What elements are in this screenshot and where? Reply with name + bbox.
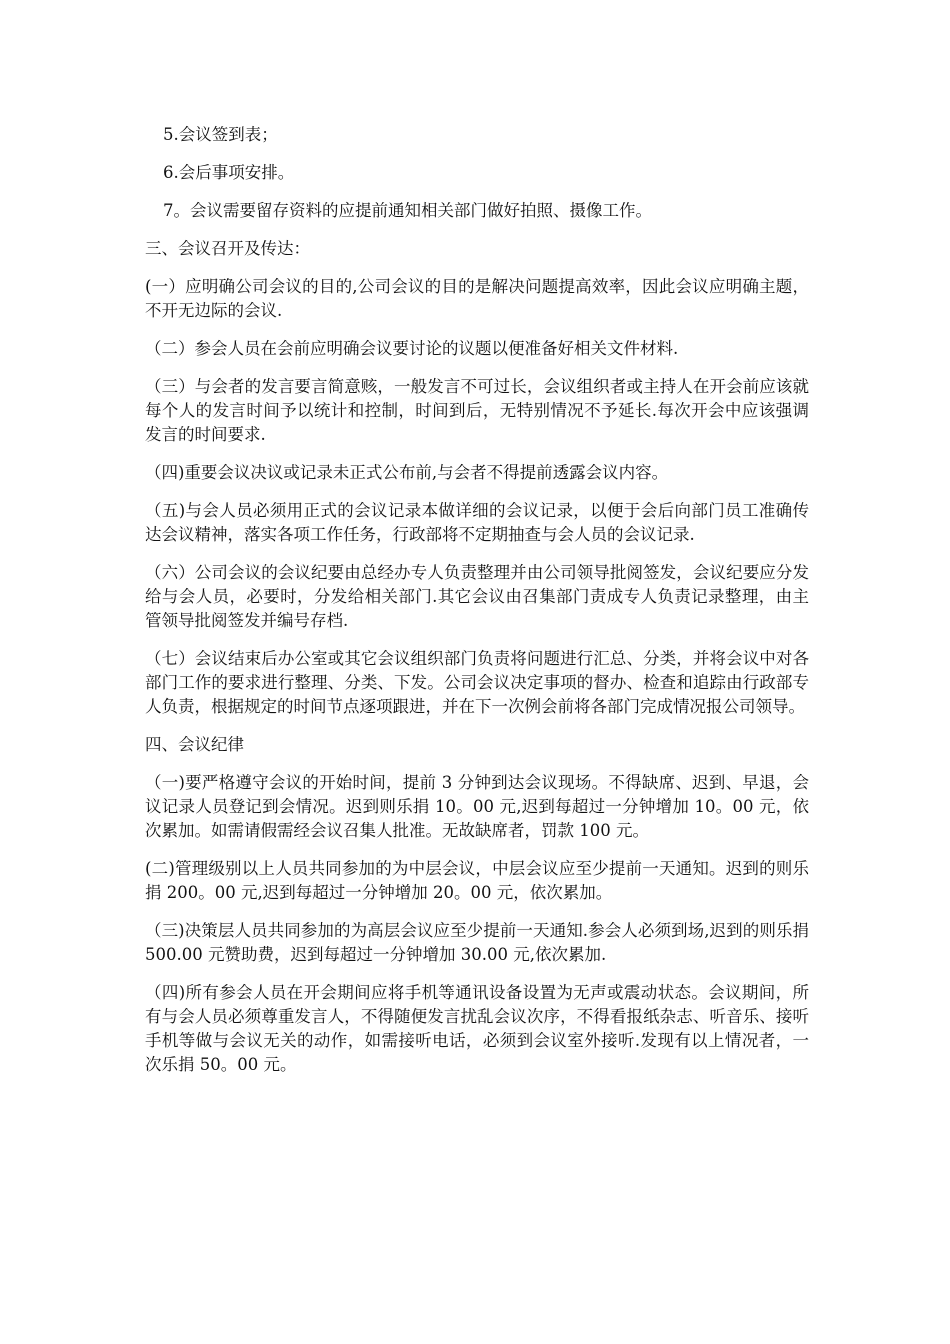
list-item-7: 7。会议需要留存资料的应提前通知相关部门做好拍照、摄像工作。 bbox=[163, 201, 652, 220]
paragraph-3-7: （七）会议结束后办公室或其它会议组织部门负责将问题进行汇总、分类，并将会议中对各部门工作的要求进行整理、分类、下发。公司会议决定事项的督办、检查和追踪由行政部专人负责，根据规定的时间节点逐项跟进，并在下一次例会前将各部门完成情况报公司领导。 bbox=[145, 649, 809, 716]
paragraph-3-1: (一）应明确公司会议的目的,公司会议的目的是解决问题提高效率，因此会议应明确主题，不开无边际的会议. bbox=[145, 277, 809, 320]
section-heading-3: 三、会议召开及传达： bbox=[145, 239, 310, 258]
paragraph-3-3: （三）与会者的发言要言简意赅，一般发言不可过长，会议组织者或主持人在开会前应该就每个人的发言时间予以统计和控制，时间到后，无特别情况不予延长.每次开会中应该强调发言的时间要求. bbox=[145, 377, 809, 444]
paragraph-4-3: （三)决策层人员共同参加的为高层会议应至少提前一天通知.参会人必须到场,迟到的则乐捐 500.00 元赞助费，迟到每超过一分钟增加 30.00 元,依次累加. bbox=[145, 921, 809, 964]
list-item-5: 5.会议签到表； bbox=[163, 125, 278, 144]
paragraph-3-6: （六）公司会议的会议纪要由总经办专人负责整理并由公司领导批阅签发，会议纪要应分发给与会人员，必要时，分发给相关部门.其它会议由召集部门责成专人负责记录整理，由主管领导批阅签发并编号存档. bbox=[145, 563, 809, 630]
document-page bbox=[145, 123, 809, 1091]
paragraph-3-2: （二）参会人员在会前应明确会议要讨论的议题以便准备好相关文件材料. bbox=[145, 339, 679, 358]
paragraph-4-4: （四)所有参会人员在开会期间应将手机等通讯设备设置为无声或震动状态。会议期间，所有与会人员必须尊重发言人，不得随便发言扰乱会议次序，不得看报纸杂志、听音乐、接听手机等做与会议无关的动作，如需接听电话，必须到会议室外接听.发现有以上情况者，一次乐捐 50。00 元。 bbox=[145, 983, 809, 1074]
section-heading-4: 四、会议纪律 bbox=[145, 735, 244, 754]
paragraph-3-4: （四)重要会议决议或记录未正式公布前,与会者不得提前透露会议内容。 bbox=[145, 463, 669, 482]
paragraph-4-1: （一)要严格遵守会议的开始时间，提前 3 分钟到达会议现场。不得缺席、迟到、早退，会议记录人员登记到会情况。迟到则乐捐 10。00 元,迟到每超过一分钟增加 10。00 元，依次累加。如需请假需经会议召集人批准。无故缺席者，罚款 100 元。 bbox=[145, 773, 809, 840]
list-item-6: 6.会后事项安排。 bbox=[163, 163, 295, 182]
paragraph-3-5: （五)与会人员必须用正式的会议记录本做详细的会议记录，以便于会后向部门员工准确传达会议精神，落实各项工作任务，行政部将不定期抽查与会人员的会议记录. bbox=[145, 501, 809, 544]
paragraph-4-2: (二)管理级别以上人员共同参加的为中层会议，中层会议应至少提前一天通知。迟到的则乐捐 200。00 元,迟到每超过一分钟增加 20。00 元，依次累加。 bbox=[145, 859, 809, 902]
